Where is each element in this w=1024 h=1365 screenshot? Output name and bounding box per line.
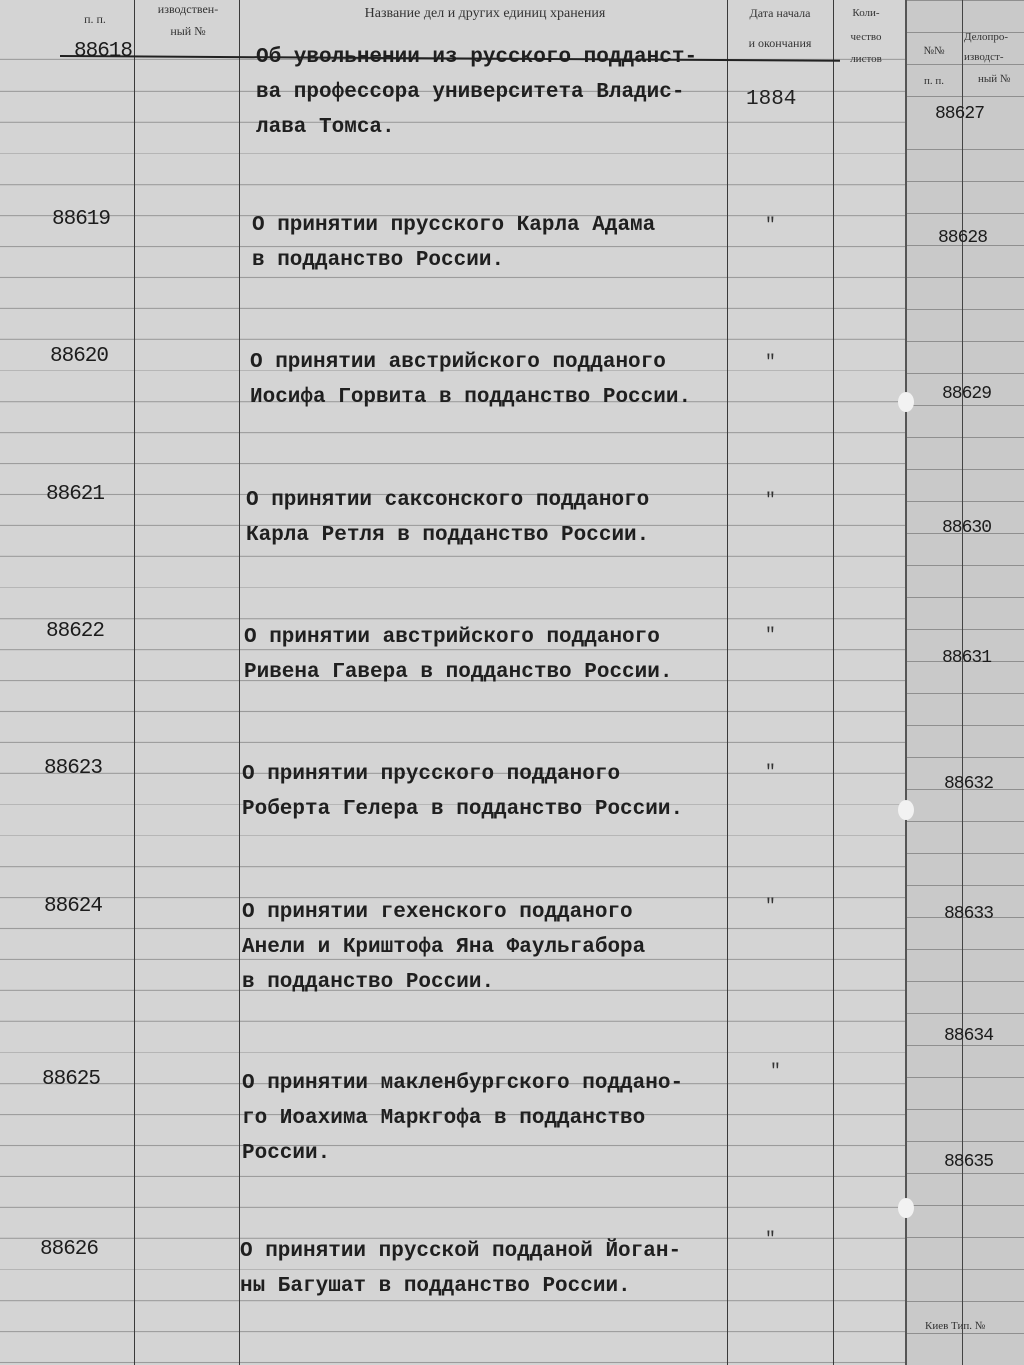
right-record-number: 88630 — [942, 518, 992, 538]
record-date-ditto: " — [765, 353, 776, 373]
header-prod-line2: ный № — [170, 24, 206, 38]
record-description: О принятии макленбургского поддано- го Иоахима Маркгофа в подданство России. — [242, 1072, 684, 1165]
right-record-number: 88634 — [944, 1026, 994, 1046]
record-date-ditto: " — [765, 626, 776, 646]
right-record-number: 88635 — [944, 1152, 994, 1172]
record-description: О принятии прусского Карла Адама в подданство России. — [252, 214, 656, 272]
record-number: 88625 — [42, 1068, 101, 1091]
record-description: О принятии австрийского подданого Ривена Гавера в подданство России. — [244, 626, 673, 684]
header-qty-line3: листов — [850, 53, 882, 65]
right-record-number: 88627 — [935, 104, 985, 124]
header-title: Название дел и других единиц хранения — [364, 6, 606, 21]
right-header-prod-line2: изводст- — [964, 51, 1004, 63]
record-number: 88618 — [74, 40, 133, 63]
record-number: 88621 — [46, 483, 105, 506]
record-description: О принятии прусской подданой Йоган- ны Багушат в подданство России. — [240, 1240, 682, 1298]
right-header-num-line2: п. п. — [923, 75, 945, 87]
right-header-prod-line1: Делопро- — [964, 31, 1009, 43]
right-record-number: 88631 — [942, 648, 992, 668]
record-date-ditto: " — [765, 216, 776, 236]
right-record-number: 88633 — [944, 904, 994, 924]
right-record-number: 88629 — [942, 384, 992, 404]
binding-hole — [898, 800, 914, 820]
record-number: 88622 — [46, 620, 105, 643]
binding-hole — [898, 392, 914, 412]
record-number: 88626 — [40, 1238, 99, 1261]
record-description: О принятии саксонского подданого Карла Ретля в подданство России. — [246, 489, 650, 547]
record-number: 88623 — [44, 757, 103, 780]
header-dates-line1: Дата начала — [749, 6, 811, 20]
header-qty-line2: чество — [850, 31, 882, 43]
column-rule — [833, 0, 834, 1365]
record-date: 1884 — [746, 88, 797, 111]
column-rule — [239, 0, 240, 1365]
record-date-ditto: " — [765, 897, 776, 917]
binding-hole — [898, 1198, 914, 1218]
record-number: 88619 — [52, 208, 111, 231]
right-header-prod-line3: ный № — [978, 73, 1011, 85]
right-header-num-line1: №№ — [923, 45, 945, 57]
header-prod-line1: изводствен- — [157, 2, 219, 16]
header-dates-line2: и окончания — [748, 36, 812, 50]
right-record-number: 88632 — [944, 774, 994, 794]
record-date-ditto: " — [770, 1062, 781, 1082]
record-description: Об увольнении из русского подданст- ва профессора университета Владис- лава Томса. — [256, 46, 698, 139]
record-number: 88620 — [50, 345, 109, 368]
column-rule — [134, 0, 135, 1365]
right-record-number: 88628 — [938, 228, 988, 248]
printer-mark: Киев Тип. № — [925, 1320, 986, 1332]
record-description: О принятии прусского подданого Роберта Гелера в подданство России. — [242, 763, 684, 821]
record-date-ditto: " — [765, 763, 776, 783]
record-description: О принятии гехенского подданого Анели и Криштофа Яна Фаульгабора в подданство России. — [242, 901, 646, 994]
record-number: 88624 — [44, 895, 103, 918]
header-num: п. п. — [84, 12, 106, 26]
header-qty-line1: Коли- — [852, 7, 880, 19]
record-description: О принятии австрийского подданого Иосифа Горвита в подданство России. — [250, 351, 692, 409]
record-date-ditto: " — [765, 491, 776, 511]
record-date-ditto: " — [765, 1230, 776, 1250]
